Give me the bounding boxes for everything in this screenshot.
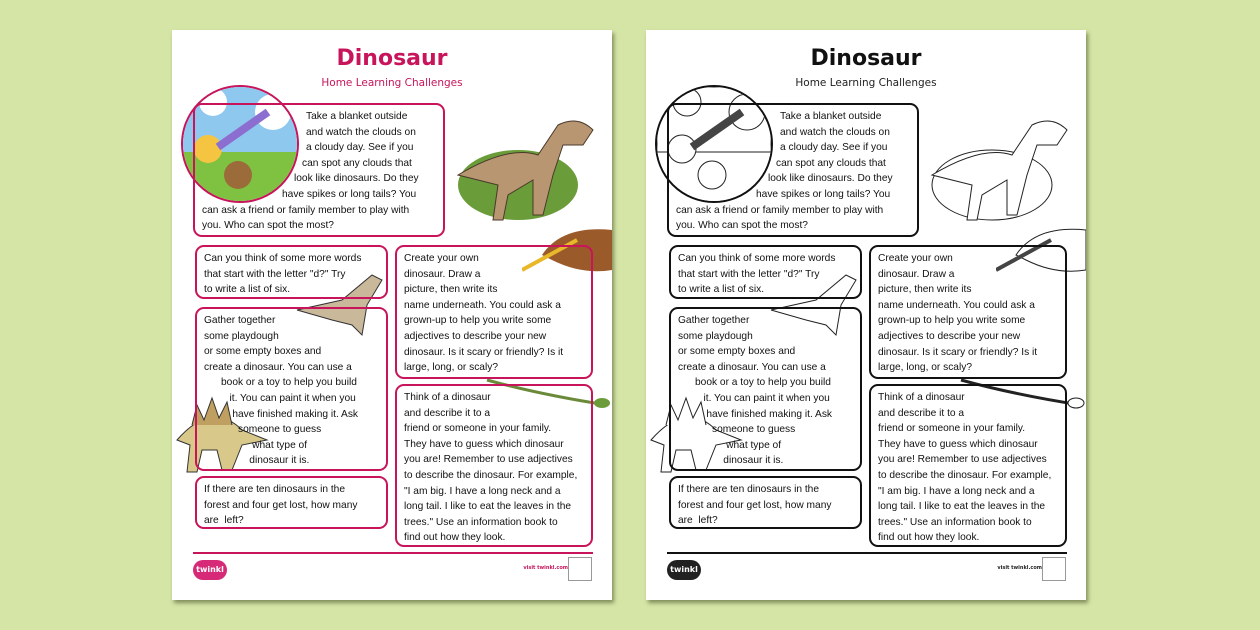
challenge-playdough: Gather together some playdough or some empty boxes and create a dinosaur. You can use a book or a toy to help you build it. You can paint it when you have finished making it. Ask someone to guess what type of dinosaur it is.: [195, 307, 388, 471]
footer-url[interactable]: visit twinkl.com: [997, 565, 1042, 571]
footer-divider: [667, 552, 1067, 554]
twinkl-badge-icon: [1042, 557, 1066, 581]
page-title: Dinosaur: [810, 46, 922, 71]
t-rex-illustration: [448, 85, 612, 225]
page-title: Dinosaur: [336, 46, 448, 71]
challenge-clouds-box: [667, 103, 919, 237]
worksheet-page-black-white: [646, 30, 1086, 600]
challenge-ten-dinosaurs: If there are ten dinosaurs in the forest and four get lost, how many are left?: [669, 476, 862, 529]
challenge-describe-dinosaur: Think of a dinosaur and describe it to a friend or someone in your family. They have to guess which dinosaur you are! Remember to use adjectives to describe the dinosaur. For example, "I am big. I have a long neck and a long tail. I like to eat the leaves in the trees." Use an information book to find out how they look.: [869, 384, 1067, 547]
challenge-clouds-box: [193, 103, 445, 237]
challenge-ten-dinosaurs: If there are ten dinosaurs in the forest and four get lost, how many are left?: [195, 476, 388, 529]
t-rex-illustration: [922, 85, 1086, 225]
challenge-clouds: Take a blanket outside and watch the clouds on a cloudy day. See if you can spot any clouds that look like dinosaurs. Do they have spikes or long tails? You can ask a friend or family member to play with you. Who can spot the most?: [676, 111, 893, 232]
challenge-describe-dinosaur: Think of a dinosaur and describe it to a friend or someone in your family. They have to guess which dinosaur you are! Remember to use adjectives to describe the dinosaur. For example, "I am big. I have a long neck and a long tail. I like to eat the leaves in the trees." Use an information book to find out how they look.: [395, 384, 593, 547]
challenge-playdough: Gather together some playdough or some empty boxes and create a dinosaur. You can use a book or a toy to help you build it. You can paint it when you have finished making it. Ask someone to guess what type of dinosaur it is.: [669, 307, 862, 471]
twinkl-logo: twinkl: [667, 560, 701, 580]
challenge-create-dinosaur: Create your own dinosaur. Draw a picture, then write its name underneath. You could ask a grown-up to help you write some adjectives to describe your new dinosaur. Is it scary or friendly? Is it large, long, or scaly?: [395, 245, 593, 379]
footer-url[interactable]: visit twinkl.com: [523, 565, 568, 571]
twinkl-logo: twinkl: [193, 560, 227, 580]
twinkl-badge-icon: [568, 557, 592, 581]
footer-divider: [193, 552, 593, 554]
page-subtitle: Home Learning Challenges: [795, 77, 937, 89]
worksheet-page-colour: [172, 30, 612, 600]
challenge-create-dinosaur: Create your own dinosaur. Draw a picture, then write its name underneath. You could ask a grown-up to help you write some adjectives to describe your new dinosaur. Is it scary or friendly? Is it large, long, or scaly?: [869, 245, 1067, 379]
challenge-d-words: Can you think of some more words that start with the letter "d?" Try to write a list of six.: [195, 245, 388, 299]
challenge-d-words: Can you think of some more words that start with the letter "d?" Try to write a list of six.: [669, 245, 862, 299]
challenge-clouds: Take a blanket outside and watch the clouds on a cloudy day. See if you can spot any clouds that look like dinosaurs. Do they have spikes or long tails? You can ask a friend or family member to play with you. Who can spot the most?: [202, 111, 419, 232]
page-subtitle: Home Learning Challenges: [321, 77, 463, 89]
